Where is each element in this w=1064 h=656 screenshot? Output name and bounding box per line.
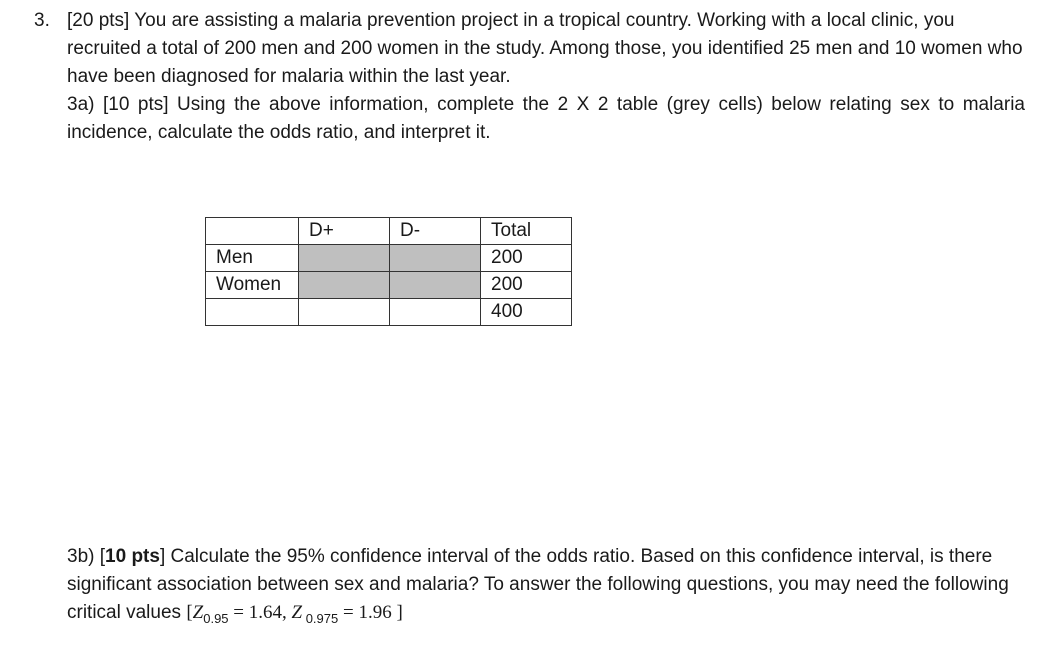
row-label-total: [206, 299, 299, 326]
cell-total-d-plus: [299, 299, 390, 326]
table-header-total: Total: [481, 218, 572, 245]
table-row-men: [206, 245, 572, 272]
cell-total-d-minus: [390, 299, 481, 326]
cell-men-d-minus[interactable]: [390, 245, 481, 272]
table-row-women: [206, 272, 572, 299]
cell-women-d-minus[interactable]: [390, 272, 481, 299]
z1-subscript: 0.95: [203, 611, 229, 626]
cell-grand-total: 400: [481, 299, 572, 326]
z1-equation: = 1.64,: [228, 602, 292, 623]
part-b-label: 3b) [: [67, 546, 106, 567]
question-part-a: 3a) [10 pts] Using the above information, complete the 2 X 2 table (grey cells) below relating sex to malaria incidence, calculate the odds ratio, and interpret it.: [67, 94, 1025, 143]
cell-women-d-plus[interactable]: [299, 272, 390, 299]
row-label-men: Men: [206, 245, 299, 272]
critical-values-formula: [186, 602, 403, 626]
table-header-d-plus: D+: [299, 218, 390, 245]
formula-open-bracket: [: [186, 602, 193, 623]
question-number: 3.: [34, 10, 50, 31]
two-by-two-table: [205, 217, 572, 326]
table-header-corner: [206, 218, 299, 245]
z2-subscript: 0.975: [302, 611, 339, 626]
question-intro: [20 pts] You are assisting a malaria prevention project in a tropical country. Working with a local clinic, you recruited a total of 200 men and 200 women in the study. Among those, you identified 25 men and 10 women who have been diagnosed for malaria within the last year.: [67, 10, 1023, 87]
row-label-women: Women: [206, 272, 299, 299]
z1-variable: Z: [192, 602, 204, 623]
table-header-d-minus: D-: [390, 218, 481, 245]
table-header-row: [206, 218, 572, 245]
question-part-b: [67, 543, 1025, 627]
cell-men-d-plus[interactable]: [299, 245, 390, 272]
part-b-points: 10 pts: [105, 546, 160, 567]
z2-variable: Z: [291, 602, 303, 623]
z2-equation: = 1.96 ]: [338, 602, 403, 623]
cell-men-total: 200: [481, 245, 572, 272]
part-b-text: ] Calculate the 95% confidence interval of the odds ratio. Based on this confidence interval, is there significant association between sex and malaria? To answer the following questions, you may need the following critical values: [67, 546, 1009, 623]
table-row-total: [206, 299, 572, 326]
cell-women-total: 200: [481, 272, 572, 299]
